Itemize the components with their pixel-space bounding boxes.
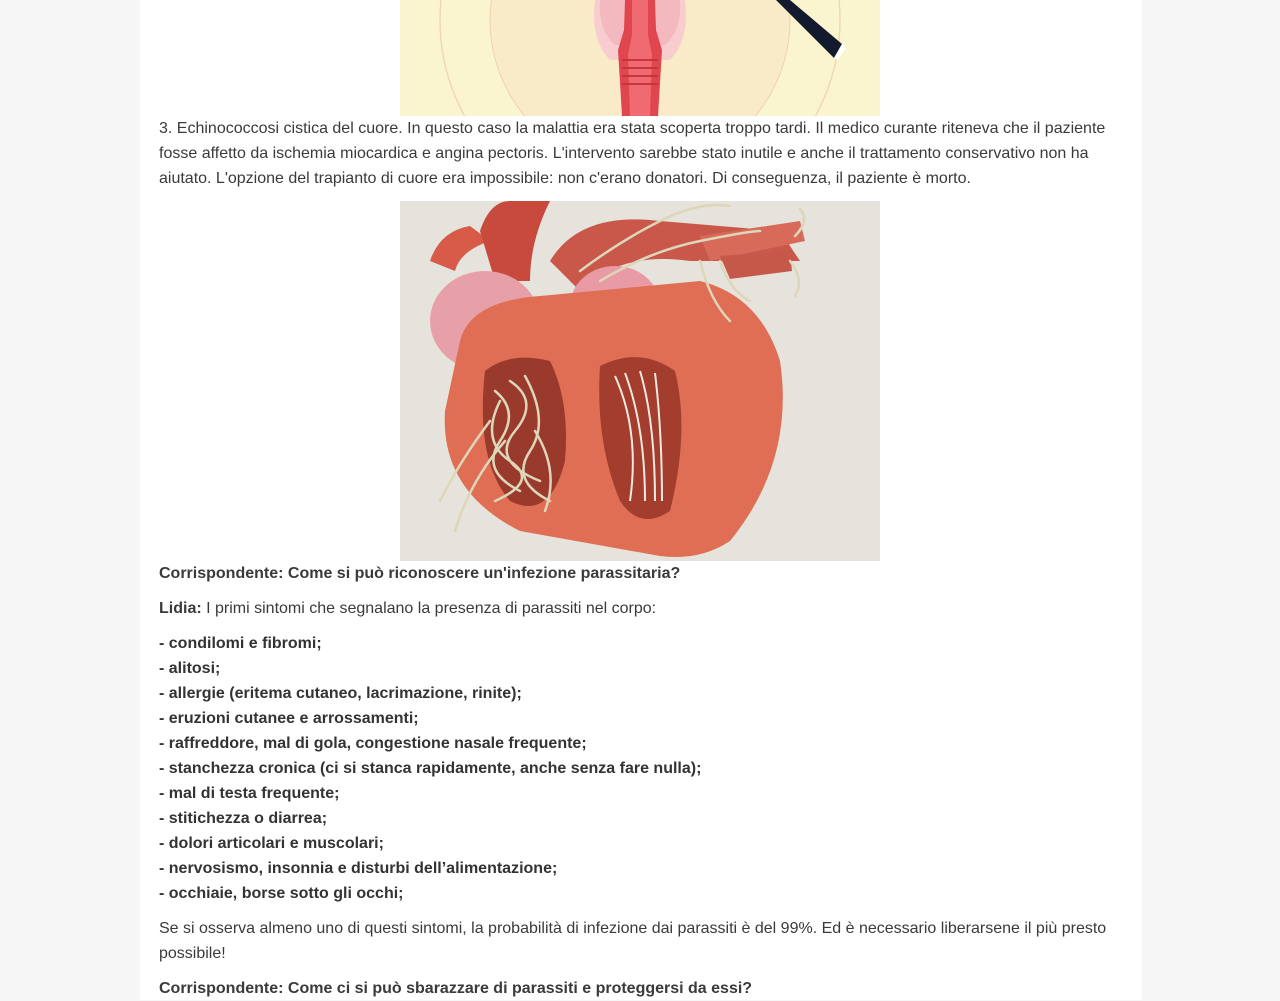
symptoms-list — [159, 631, 701, 906]
list-item: - raffreddore, mal di gola, congestione nasale frequente; — [159, 735, 587, 752]
question-get-rid-of-parasites: Corrispondente: Come ci si può sbarazzare di parassiti e proteggersi da essi? — [159, 980, 753, 997]
paragraph-probability: Se si osserva almeno uno di questi sintomi, la probabilità di infezione dai parassiti è del 99%. Ed è necessario liberarsene il più presto possibile! — [159, 920, 1107, 962]
list-item: - alitosi; — [159, 660, 221, 677]
list-item: - eruzioni cutanee e arrossamenti; — [159, 710, 419, 727]
list-item: - condilomi e fibromi; — [159, 635, 322, 652]
list-item: - mal di testa frequente; — [159, 785, 340, 802]
paragraph-echinococcosis: 3. Echinococcosi cistica del cuore. In questo caso la malattia era stata scoperta troppo tardi. Il medico curante riteneva che il paziente fosse affetto da ischemia miocardica e angina pectoris. L'intervento sarebbe stato inutile e anche il trattamento conservativo non ha aiutato. L'opzione del trapianto di cuore era impossibile: non c'erano donatori. Di conseguenza, il paziente è morto. — [159, 120, 1106, 187]
list-item: - occhiaie, borse sotto gli occhi; — [159, 885, 404, 902]
list-item: - allergie (eritema cutaneo, lacrimazione, rinite); — [159, 685, 522, 702]
answer-first-symptoms — [159, 596, 656, 621]
answer-text: I primi sintomi che segnalano la presenza di parassiti nel corpo: — [201, 600, 657, 617]
heart-parasites-illustration — [400, 201, 880, 561]
list-item: - dolori articolari e muscolari; — [159, 835, 384, 852]
list-item: - nervosismo, insonnia e disturbi dell’alimentazione; — [159, 860, 558, 877]
list-item: - stitichezza o diarrea; — [159, 810, 328, 827]
list-item: - stanchezza cronica (ci si stanca rapidamente, anche senza fare nulla); — [159, 760, 702, 777]
throat-illustration — [400, 0, 880, 116]
answer-speaker: Lidia: — [159, 600, 202, 617]
page-background — [140, 0, 1142, 1000]
question-recognize-infection: Corrispondente: Come si può riconoscere un'infezione parassitaria? — [159, 565, 681, 582]
